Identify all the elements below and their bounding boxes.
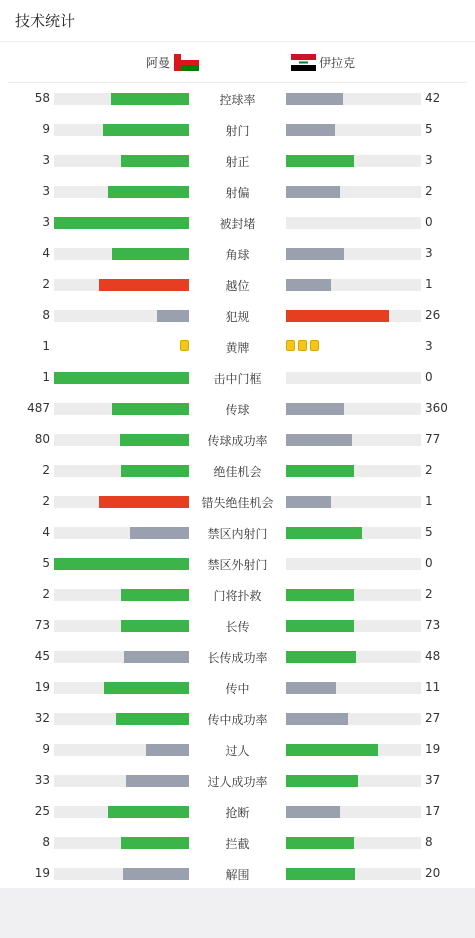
home-bar-fill: [120, 434, 189, 446]
home-bar-fill: [146, 744, 189, 756]
home-value: 1: [42, 339, 50, 353]
stat-row: [0, 275, 475, 295]
away-bar-fill: [286, 651, 356, 663]
away-bar-track: [286, 465, 421, 477]
home-value: 3: [42, 153, 50, 167]
away-bar-track: [286, 651, 421, 663]
away-value: 26: [425, 308, 441, 322]
home-bar-track: [54, 186, 189, 198]
away-value: 1: [425, 494, 433, 508]
stat-label: 传球成功率: [207, 434, 268, 448]
home-bar-fill: [112, 403, 189, 415]
away-bar-fill: [286, 620, 354, 632]
away-value: 48: [425, 649, 441, 663]
stat-row: [0, 89, 475, 109]
stat-label: 射门: [225, 124, 250, 138]
away-bar-fill: [286, 775, 358, 787]
home-bar-track: [54, 620, 189, 632]
stat-row: [0, 864, 475, 884]
away-value: 360: [425, 401, 448, 415]
home-bar-track: [54, 93, 189, 105]
away-bar-track: [286, 217, 421, 229]
home-bar-fill: [121, 155, 189, 167]
away-bar-fill: [286, 589, 354, 601]
home-value: 2: [42, 463, 50, 477]
home-bar-fill: [130, 527, 189, 539]
away-bar-track: [286, 434, 421, 446]
away-bar-track: [286, 589, 421, 601]
stat-label: 过人: [225, 744, 250, 758]
away-bar-track: [286, 527, 421, 539]
away-value: 77: [425, 432, 441, 446]
home-value: 9: [42, 122, 50, 136]
stat-row: [0, 368, 475, 388]
stat-label: 控球率: [219, 93, 256, 107]
away-bar-track: [286, 124, 421, 136]
home-bar-fill: [103, 124, 189, 136]
home-value: 3: [42, 184, 50, 198]
away-value: 0: [425, 556, 433, 570]
away-bar-track: [286, 868, 421, 880]
stat-row: [0, 616, 475, 636]
home-bar-fill: [123, 868, 189, 880]
away-value: 8: [425, 835, 433, 849]
away-bar-fill: [286, 465, 354, 477]
home-bar-track: [54, 682, 189, 694]
home-bar-track: [54, 155, 189, 167]
home-bar-fill: [104, 682, 189, 694]
home-bar-track: [54, 496, 189, 508]
stat-row: [0, 678, 475, 698]
stat-label: 错失绝佳机会: [201, 496, 274, 510]
stat-row: [0, 709, 475, 729]
away-bar-fill: [286, 248, 344, 260]
home-bar-track: [54, 589, 189, 601]
home-value: 80: [34, 432, 50, 446]
away-team: [291, 54, 355, 71]
home-bar-track: [54, 651, 189, 663]
home-bar-fill: [99, 496, 189, 508]
away-bar-track: [286, 682, 421, 694]
stat-row: [0, 554, 475, 574]
away-bar-track: [286, 837, 421, 849]
home-bar-track: [54, 713, 189, 725]
away-bar-track: [286, 279, 421, 291]
yellow-card-icon: [286, 340, 295, 351]
away-team-name: 伊拉克: [319, 56, 356, 70]
away-bar-fill: [286, 527, 362, 539]
home-value: 8: [42, 835, 50, 849]
home-value: 8: [42, 308, 50, 322]
header: [0, 0, 475, 42]
stat-label: 黄牌: [225, 341, 250, 355]
home-team-name: 阿曼: [145, 56, 170, 70]
away-value: 19: [425, 742, 441, 756]
away-bar-track: [286, 620, 421, 632]
stat-row: [0, 771, 475, 791]
home-value: 32: [34, 711, 50, 725]
home-bar-track: [54, 558, 189, 570]
home-bar-track: [54, 806, 189, 818]
yellow-card-icon: [180, 340, 189, 351]
stat-label: 传中成功率: [207, 713, 268, 727]
home-bar-track: [54, 744, 189, 756]
away-yellow-cards: [286, 340, 319, 351]
away-bar-fill: [286, 186, 340, 198]
home-value: 25: [34, 804, 50, 818]
home-value: 2: [42, 277, 50, 291]
away-bar-track: [286, 713, 421, 725]
stat-row: [0, 461, 475, 481]
home-value: 19: [34, 680, 50, 694]
away-bar-fill: [286, 713, 348, 725]
stat-label: 犯规: [225, 310, 250, 324]
stat-label: 抢断: [225, 806, 250, 820]
oman-flag-icon: [174, 54, 199, 71]
stat-row: [0, 430, 475, 450]
away-bar-track: [286, 372, 421, 384]
away-value: 11: [425, 680, 441, 694]
stat-row: [0, 833, 475, 853]
away-value: 3: [425, 153, 433, 167]
yellow-card-icon: [310, 340, 319, 351]
away-value: 0: [425, 370, 433, 384]
home-value: 5: [42, 556, 50, 570]
home-bar-fill: [157, 310, 189, 322]
home-value: 19: [34, 866, 50, 880]
away-bar-fill: [286, 837, 354, 849]
away-bar-fill: [286, 279, 331, 291]
home-value: 1: [42, 370, 50, 384]
stat-label: 拦截: [225, 837, 250, 851]
stat-label: 击中门框: [213, 372, 262, 386]
stat-label: 禁区内射门: [207, 527, 268, 541]
away-bar-fill: [286, 496, 331, 508]
home-bar-track: [54, 248, 189, 260]
away-value: 2: [425, 184, 433, 198]
away-bar-fill: [286, 124, 335, 136]
stat-label: 绝佳机会: [213, 465, 262, 479]
away-bar-fill: [286, 155, 354, 167]
stat-label: 传中: [225, 682, 250, 696]
away-bar-fill: [286, 806, 340, 818]
stat-label: 解围: [225, 868, 250, 882]
home-team: [146, 54, 199, 71]
home-value: 2: [42, 587, 50, 601]
home-value: 45: [34, 649, 50, 663]
home-bar-track: [54, 310, 189, 322]
away-value: 3: [425, 339, 433, 353]
away-bar-fill: [286, 93, 343, 105]
away-value: 2: [425, 587, 433, 601]
away-bar-fill: [286, 310, 389, 322]
away-bar-track: [286, 775, 421, 787]
stat-label: 射偏: [225, 186, 250, 200]
away-bar-track: [286, 496, 421, 508]
stat-row: [0, 647, 475, 667]
away-value: 20: [425, 866, 441, 880]
home-bar-track: [54, 775, 189, 787]
stat-row: [0, 213, 475, 233]
home-bar-track: [54, 527, 189, 539]
away-bar-fill: [286, 403, 344, 415]
yellow-card-icon: [298, 340, 307, 351]
iraq-flag-icon: [291, 54, 316, 71]
home-bar-fill: [54, 217, 189, 229]
away-bar-track: [286, 248, 421, 260]
stat-row: [0, 151, 475, 171]
away-bar-fill: [286, 434, 352, 446]
away-bar-track: [286, 93, 421, 105]
home-value: 33: [34, 773, 50, 787]
home-value: 9: [42, 742, 50, 756]
home-bar-track: [54, 434, 189, 446]
home-bar-fill: [112, 248, 189, 260]
stat-row: [0, 399, 475, 419]
home-value: 73: [34, 618, 50, 632]
stat-label: 角球: [225, 248, 250, 262]
away-bar-track: [286, 806, 421, 818]
stat-row: [0, 585, 475, 605]
away-value: 3: [425, 246, 433, 260]
home-yellow-cards: [180, 340, 189, 351]
away-bar-track: [286, 186, 421, 198]
stat-label: 长传: [225, 620, 250, 634]
home-bar-track: [54, 279, 189, 291]
home-bar-track: [54, 465, 189, 477]
home-bar-track: [54, 124, 189, 136]
stat-row: [0, 182, 475, 202]
away-value: 42: [425, 91, 441, 105]
home-value: 4: [42, 246, 50, 260]
home-bar-fill: [116, 713, 189, 725]
home-bar-fill: [108, 806, 189, 818]
stat-row: [0, 523, 475, 543]
home-bar-fill: [111, 93, 189, 105]
stat-row: [0, 740, 475, 760]
away-value: 73: [425, 618, 441, 632]
home-bar-fill: [121, 620, 189, 632]
home-bar-fill: [121, 837, 189, 849]
home-value: 3: [42, 215, 50, 229]
home-value: 2: [42, 494, 50, 508]
home-bar-fill: [121, 589, 189, 601]
away-value: 0: [425, 215, 433, 229]
home-bar-track: [54, 868, 189, 880]
away-bar-track: [286, 310, 421, 322]
home-bar-fill: [99, 279, 189, 291]
home-bar-fill: [121, 465, 189, 477]
away-bar-fill: [286, 682, 336, 694]
home-bar-track: [54, 217, 189, 229]
stat-row: [0, 244, 475, 264]
stat-label: 射正: [225, 155, 250, 169]
home-value: 58: [34, 91, 50, 105]
away-value: 1: [425, 277, 433, 291]
stat-row: [0, 306, 475, 326]
home-value: 487: [27, 401, 50, 415]
away-value: 17: [425, 804, 441, 818]
stat-row: [0, 337, 475, 357]
away-bar-track: [286, 744, 421, 756]
away-bar-fill: [286, 868, 355, 880]
away-value: 5: [425, 122, 433, 136]
stat-row: [0, 492, 475, 512]
home-bar-fill: [126, 775, 189, 787]
away-value: 5: [425, 525, 433, 539]
away-bar-fill: [286, 744, 378, 756]
home-bar-fill: [54, 372, 189, 384]
stat-label: 被封堵: [219, 217, 256, 231]
stat-label: 长传成功率: [207, 651, 268, 665]
page-title: 技术统计: [15, 12, 76, 30]
away-bar-track: [286, 403, 421, 415]
home-bar-track: [54, 372, 189, 384]
away-bar-track: [286, 558, 421, 570]
stat-label: 禁区外射门: [207, 558, 268, 572]
home-bar-fill: [54, 558, 189, 570]
stat-label: 传球: [225, 403, 250, 417]
away-bar-track: [286, 155, 421, 167]
stat-label: 过人成功率: [207, 775, 268, 789]
stat-label: 门将扑救: [213, 589, 262, 603]
away-value: 37: [425, 773, 441, 787]
home-bar-track: [54, 837, 189, 849]
home-value: 4: [42, 525, 50, 539]
away-value: 2: [425, 463, 433, 477]
stat-row: [0, 120, 475, 140]
home-bar-fill: [124, 651, 189, 663]
home-bar-fill: [108, 186, 189, 198]
stat-label: 越位: [225, 279, 250, 293]
teams-bar: [8, 42, 467, 83]
stat-row: [0, 802, 475, 822]
away-value: 27: [425, 711, 441, 725]
home-bar-track: [54, 403, 189, 415]
